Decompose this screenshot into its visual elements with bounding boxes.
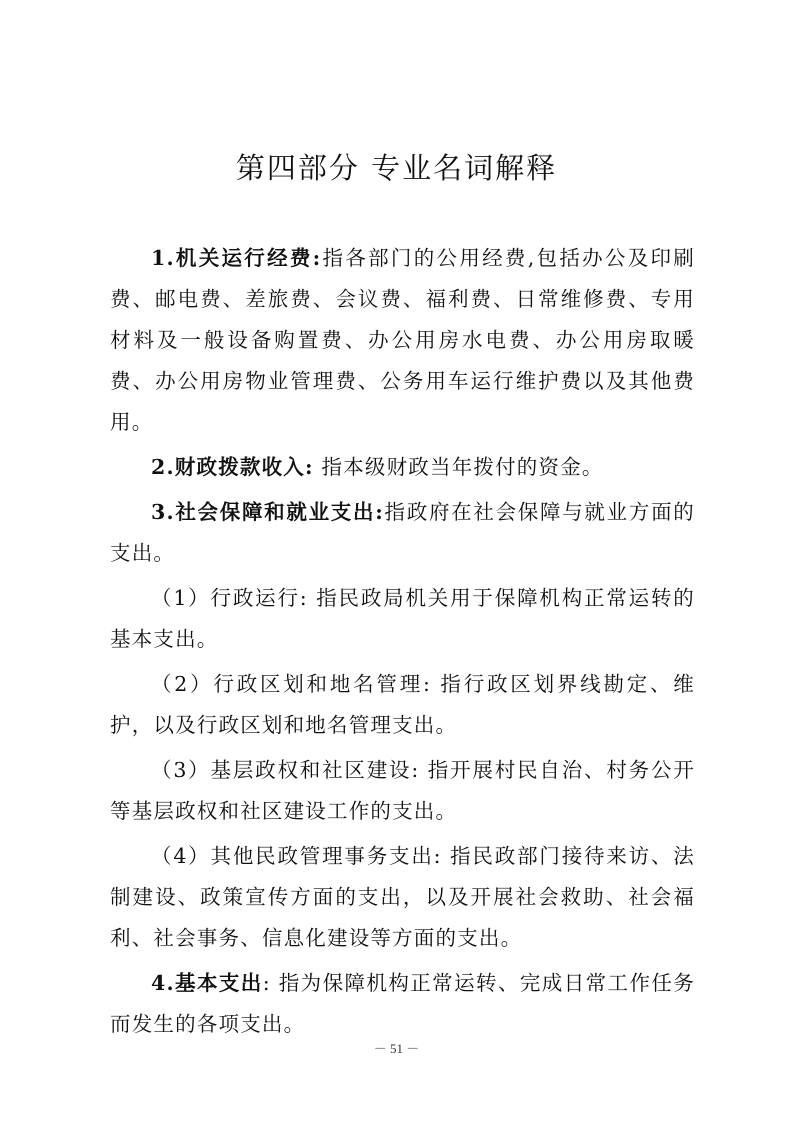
term-label: 4.基本支出 [151, 971, 263, 995]
term-label: 1.机关运行经费: [151, 246, 322, 270]
paragraph-fiscal-appropriation [110, 447, 695, 488]
sub-item-text: （3）基层政权和社区建设: 指开展村民自治、村务公开等基层政权和社区建设工作的支出。 [110, 758, 695, 823]
term-label: 3.社会保障和就业支出: [151, 500, 384, 524]
sub-item-text: （4）其他民政管理事务支出: 指民政部门接待来访、法制建设、政策宣传方面的支出，以及开展社会救助、社会福利、社会事务、信息化建设等方面的支出。 [110, 844, 695, 950]
paragraph-sub-item-1 [110, 578, 695, 660]
term-definition: 指本级财政当年拨付的资金。 [313, 455, 604, 479]
paragraph-sub-item-2 [110, 664, 695, 746]
document-body [110, 238, 695, 1049]
paragraph-operating-expenses [110, 238, 695, 443]
term-definition: : 指为保障机构正常运转、完成日常工作任务而发生的各项支出。 [110, 971, 695, 1036]
paragraph-basic-expenditure [110, 963, 695, 1045]
page-title: 第四部分 专业名词解释 [235, 151, 558, 185]
term-definition: 指政府在社会保障与就业方面的支出。 [110, 500, 695, 565]
term-label: 2.财政拨款收入: [151, 455, 314, 479]
paragraph-sub-item-4 [110, 836, 695, 959]
paragraph-sub-item-3 [110, 750, 695, 832]
page-number: － 51 － [373, 1041, 420, 1056]
term-definition: 指各部门的公用经费,包括办公及印刷费、邮电费、差旅费、会议费、福利费、日常维修费、专用材料及一般设备购置费、办公用房水电费、办公用房取暖费、办公用房物业管理费、公务用车运行维护费以及其他费用。 [110, 246, 695, 434]
paragraph-social-security [110, 492, 695, 574]
sub-item-text: （1）行政运行: 指民政局机关用于保障机构正常运转的基本支出。 [110, 586, 695, 651]
sub-item-text: （2）行政区划和地名管理: 指行政区划界线勘定、维护，以及行政区划和地名管理支出。 [110, 672, 695, 737]
